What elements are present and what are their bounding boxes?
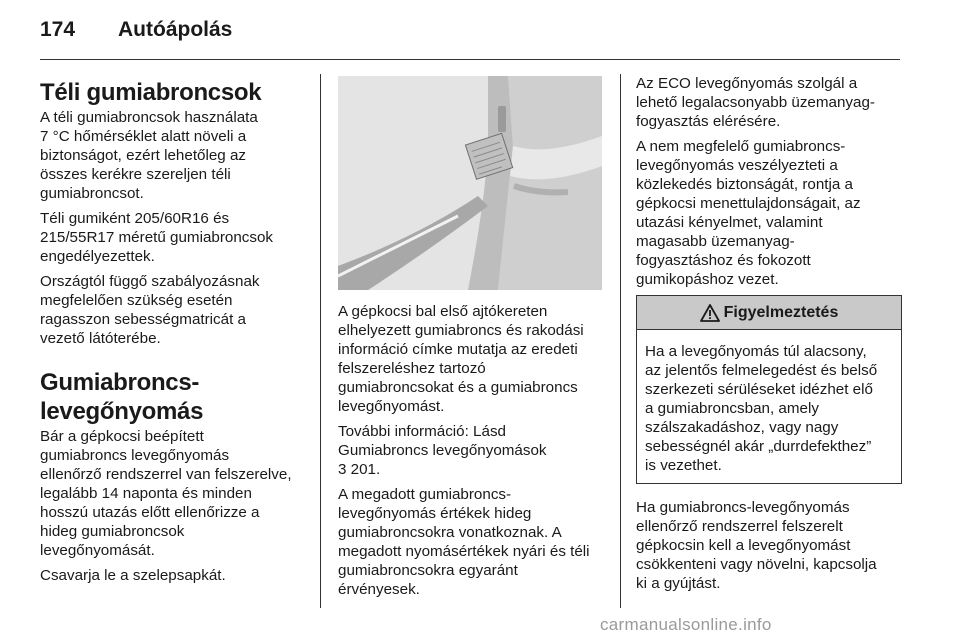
warning-header	[637, 296, 901, 330]
paragraph: Az ECO levegőnyomás szolgál a lehető legalacsonyabb üzemanyag- fogyasztás elérésére.	[636, 75, 875, 130]
warning-triangle-icon	[700, 304, 720, 322]
paragraph: A megadott gumiabroncs- levegőnyomás értékek hideg gumiabroncsokra vonatkoznak. A megadott nyomásértékek nyári és téli gumiabroncsokra egyaránt érvényesek.	[338, 486, 590, 598]
section-title: Autóápolás	[118, 18, 233, 41]
paragraph: A gépkocsi bal első ajtókereten elhelyezett gumiabroncs és rakodási információ címke mutatja az eredeti felszereléshez tartozó gumiabroncsokat és a gumiabroncs levegőnyomást.	[338, 303, 584, 415]
page-number: 174	[40, 18, 76, 41]
page-header	[40, 18, 900, 58]
heading-tyre-pressure: Gumiabroncs- levegőnyomás	[40, 369, 204, 425]
door-frame-illustration	[338, 76, 602, 290]
watermark: carmanualsonline.info	[600, 615, 772, 634]
paragraph: További információ: Lásd Gumiabroncs levegőnyomások 3 201.	[338, 423, 547, 478]
paragraph: A nem megfelelő gumiabroncs- levegőnyomás veszélyezteti a közlekedés biztonságát, rontja a gépkocsi menettulajdonságait, az utazási kényelmet, valamint magasabb üzemanyag- fogyasztáshoz és fokozott gumikopáshoz vezet.	[636, 138, 861, 288]
paragraph: Országtól függő szabályozásnak megfelelően szükség esetén ragasszon sebességmatricát a vezető látóterébe.	[40, 273, 260, 347]
column-2	[338, 74, 602, 605]
column-1	[40, 74, 310, 591]
paragraph: Bár a gépkocsi beépített gumiabroncs levegőnyomás ellenőrző rendszerrel van felszerelve, legalább 14 naponta és minden hosszú utazás előtt ellenőrizze a hideg gumiabroncsok levegőnyomását.	[40, 428, 292, 559]
column-3	[636, 74, 902, 599]
heading-winter-tyres: Téli gumiabroncsok	[40, 79, 262, 106]
column-divider-1	[320, 74, 321, 608]
column-divider-2	[620, 74, 621, 608]
warning-box	[636, 295, 902, 484]
warning-title: Figyelmeztetés	[723, 304, 839, 321]
paragraph: A téli gumiabroncsok használata 7 °C hőmérséklet alatt növeli a biztonságot, ezért lehetőleg az összes kerékre szereljen téli gumiabroncsot.	[40, 109, 258, 202]
paragraph: Ha gumiabroncs-levegőnyomás ellenőrző rendszerrel felszerelt gépkocsin kell a levegőnyomást csökkenteni vagy növelni, kapcsolja ki a gyújtást.	[636, 499, 877, 592]
header-rule	[40, 59, 900, 60]
warning-text: Ha a levegőnyomás túl alacsony, az jelentős felmelegedést és belső szerkezeti sérüléseket idézhet elő a gumiabroncsban, amely szálszakadáshoz, vagy nagy sebességnél akár „durrdefekthez” is vezethet.	[645, 343, 878, 474]
paragraph: Csavarja le a szelepsapkát.	[40, 567, 226, 584]
door-frame-label-photo	[338, 76, 602, 290]
paragraph: Téli gumiként 205/60R16 és 215/55R17 méretű gumiabroncsok engedélyezettek.	[40, 210, 274, 265]
